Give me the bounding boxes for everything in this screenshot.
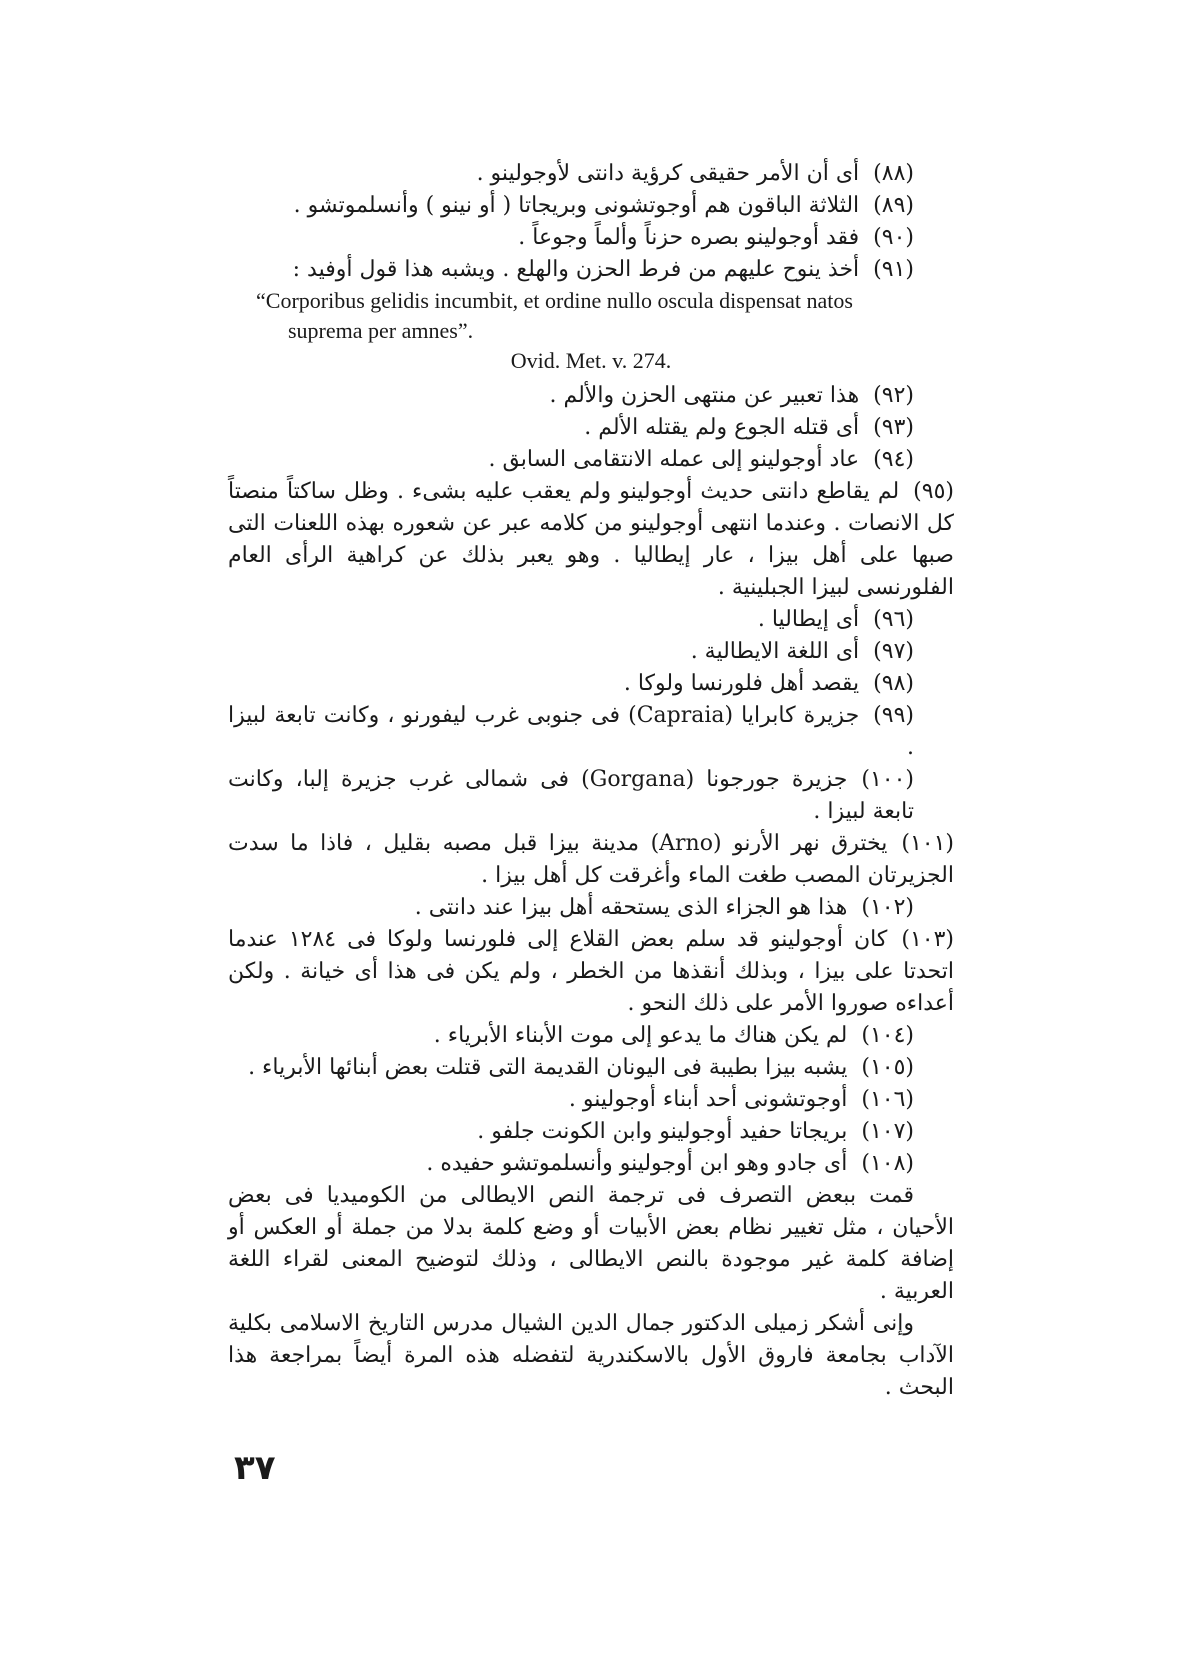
footnote-95 xyxy=(228,476,954,604)
footnote-106 xyxy=(228,1084,954,1116)
footnote-text: أوجوتشونى أحد أبناء أوجولينو . xyxy=(568,1087,848,1112)
quote-line-1: “Corporibus gelidis incumbit, et ordine nullo oscula dispensat natos xyxy=(256,288,853,313)
footnote-100 xyxy=(228,764,954,828)
footnote-number: (٩٨) xyxy=(873,671,914,696)
footnotes-section xyxy=(228,158,954,1404)
footnote-91 xyxy=(228,254,954,286)
footnote-number: (٩٩) xyxy=(873,703,914,728)
footnote-number: (٨٨) xyxy=(873,161,914,186)
footnote-number: (٩٥) xyxy=(913,479,954,504)
footnote-number: (٨٩) xyxy=(873,193,914,218)
acknowledgement-paragraph: وإنى أشكر زميلى الدكتور جمال الدين الشيال مدرس التاريخ الاسلامى بكلية الآداب بجامعة فاروق الأول بالاسكندرية لتفضله هذه المرة أيضاً بمراجعة هذا البحث . xyxy=(228,1311,954,1400)
footnote-number: (١٠٤) xyxy=(861,1023,914,1048)
page-number: ٣٧ xyxy=(234,1448,276,1488)
footnote-text: أى إيطاليا . xyxy=(757,607,860,632)
footnote-text: جزيرة كابرايا (Capraia) فى جنوبى غرب ليفورنو ، وكانت تابعة لبيزا . xyxy=(228,703,914,760)
latin-quote xyxy=(228,286,954,376)
footnote-number: (٩٢) xyxy=(873,383,914,408)
footnote-93 xyxy=(228,412,954,444)
footnote-text: أى اللغة الايطالية . xyxy=(690,639,860,664)
footnote-text: لم يكن هناك ما يدعو إلى موت الأبناء الأبرياء . xyxy=(433,1023,848,1048)
footnote-107 xyxy=(228,1116,954,1148)
footnote-number: (٩٣) xyxy=(873,415,914,440)
translation-note-paragraph: قمت ببعض التصرف فى ترجمة النص الايطالى من الكوميديا فى بعض الأحيان ، مثل تغيير نظام بعض الأبيات أو وضع كلمة بدلا من جملة أو العكس أو إضافة كلمة غير موجودة بالنص الايطالى ، وذلك لتوضيح المعنى لقراء اللغة العربية . xyxy=(228,1183,954,1304)
footnote-number: (١٠١) xyxy=(901,831,954,856)
footnote-102 xyxy=(228,892,954,924)
footnote-text: أخذ ينوح عليهم من فرط الحزن والهلع . ويشبه هذا قول أوفيد : xyxy=(292,257,860,282)
footnote-number: (١٠٧) xyxy=(861,1119,914,1144)
quote-citation: Ovid. Met. v. 274. xyxy=(510,348,672,373)
footnote-98 xyxy=(228,668,954,700)
footnote-number: (٩٠) xyxy=(873,225,914,250)
footnote-text: عاد أوجولينو إلى عمله الانتقامى السابق . xyxy=(488,447,860,472)
footnote-text: لم يقاطع دانتى حديث أوجولينو ولم يعقب عليه بشىء . وظل ساكتاً منصتاً كل الانصات . وعندما انتهى أوجولينو من كلامه عبر عن شعوره بهذه اللعنات التى صبها على أهل بيزا ، عار إيطاليا . وهو يعبر بذلك عن كراهية الرأى العام الفلورنسى لبيزا الجبلينية . xyxy=(228,479,954,600)
footnote-text: كان أوجولينو قد سلم بعض القلاع إلى فلورنسا ولوكا فى ١٢٨٤ عندما اتحدتا على بيزا ، وبذلك أنقذها من الخطر ، ولم يكن فى هذا أى خيانة . ولكن أعداءه صوروا الأمر على ذلك النحو . xyxy=(228,927,954,1016)
footnote-text: أى جادو وهو ابن أوجولينو وأنسلموتشو حفيده . xyxy=(426,1151,848,1176)
footnote-number: (١٠٠) xyxy=(861,767,914,792)
footnote-108 xyxy=(228,1148,954,1180)
footnote-text: أى قتله الجوع ولم يقتله الألم . xyxy=(584,415,860,440)
footnote-101 xyxy=(228,828,954,892)
footnote-97 xyxy=(228,636,954,668)
footnote-text: أى أن الأمر حقيقى كرؤية دانتى لأوجولينو . xyxy=(476,161,860,186)
footnote-number: (٩٦) xyxy=(873,607,914,632)
footnote-104 xyxy=(228,1020,954,1052)
footnote-text: فقد أوجولينو بصره حزناً وألماً وجوعاً . xyxy=(518,225,860,250)
footnote-105 xyxy=(228,1052,954,1084)
footnote-text: يخترق نهر الأرنو (Arno) مدينة بيزا قبل مصبه بقليل ، فاذا ما سدت الجزيرتان المصب طغت الماء وأغرقت كل أهل بيزا . xyxy=(228,831,954,888)
footnote-text: يقصد أهل فلورنسا ولوكا . xyxy=(623,671,860,696)
footnote-text: يشبه بيزا بطيبة فى اليونان القديمة التى قتلت بعض أبنائها الأبرياء . xyxy=(248,1055,848,1080)
footnote-number: (١٠٣) xyxy=(901,927,954,952)
footnote-92 xyxy=(228,380,954,412)
footnote-94 xyxy=(228,444,954,476)
footnote-text: هذا هو الجزاء الذى يستحقه أهل بيزا عند دانتى . xyxy=(414,895,848,920)
footnote-96 xyxy=(228,604,954,636)
footnote-number: (١٠٥) xyxy=(861,1055,914,1080)
footnote-text: جزيرة جورجونا (Gorgana) فى شمالى غرب جزيرة إلبا، وكانت تابعة لبيزا . xyxy=(228,767,914,824)
quote-line-2: suprema per amnes”. xyxy=(288,318,474,343)
footnote-99 xyxy=(228,700,954,764)
footnote-88 xyxy=(228,158,954,190)
footnote-text: الثلاثة الباقون هم أوجوتشونى وبريجاتا ( أو نينو ) وأنسلموتشو . xyxy=(293,193,860,218)
footnote-89 xyxy=(228,190,954,222)
footnote-number: (٩٧) xyxy=(873,639,914,664)
footnote-number: (١٠٢) xyxy=(861,895,914,920)
footnote-number: (٩٤) xyxy=(873,447,914,472)
footnote-90 xyxy=(228,222,954,254)
footnote-103 xyxy=(228,924,954,1020)
footnote-number: (١٠٦) xyxy=(861,1087,914,1112)
footnote-number: (١٠٨) xyxy=(861,1151,914,1176)
footnote-number: (٩١) xyxy=(873,257,914,282)
footnote-text: هذا تعبير عن منتهى الحزن والألم . xyxy=(549,383,860,408)
footnote-text: بريجاتا حفيد أوجولينو وابن الكونت جلفو . xyxy=(477,1119,848,1144)
